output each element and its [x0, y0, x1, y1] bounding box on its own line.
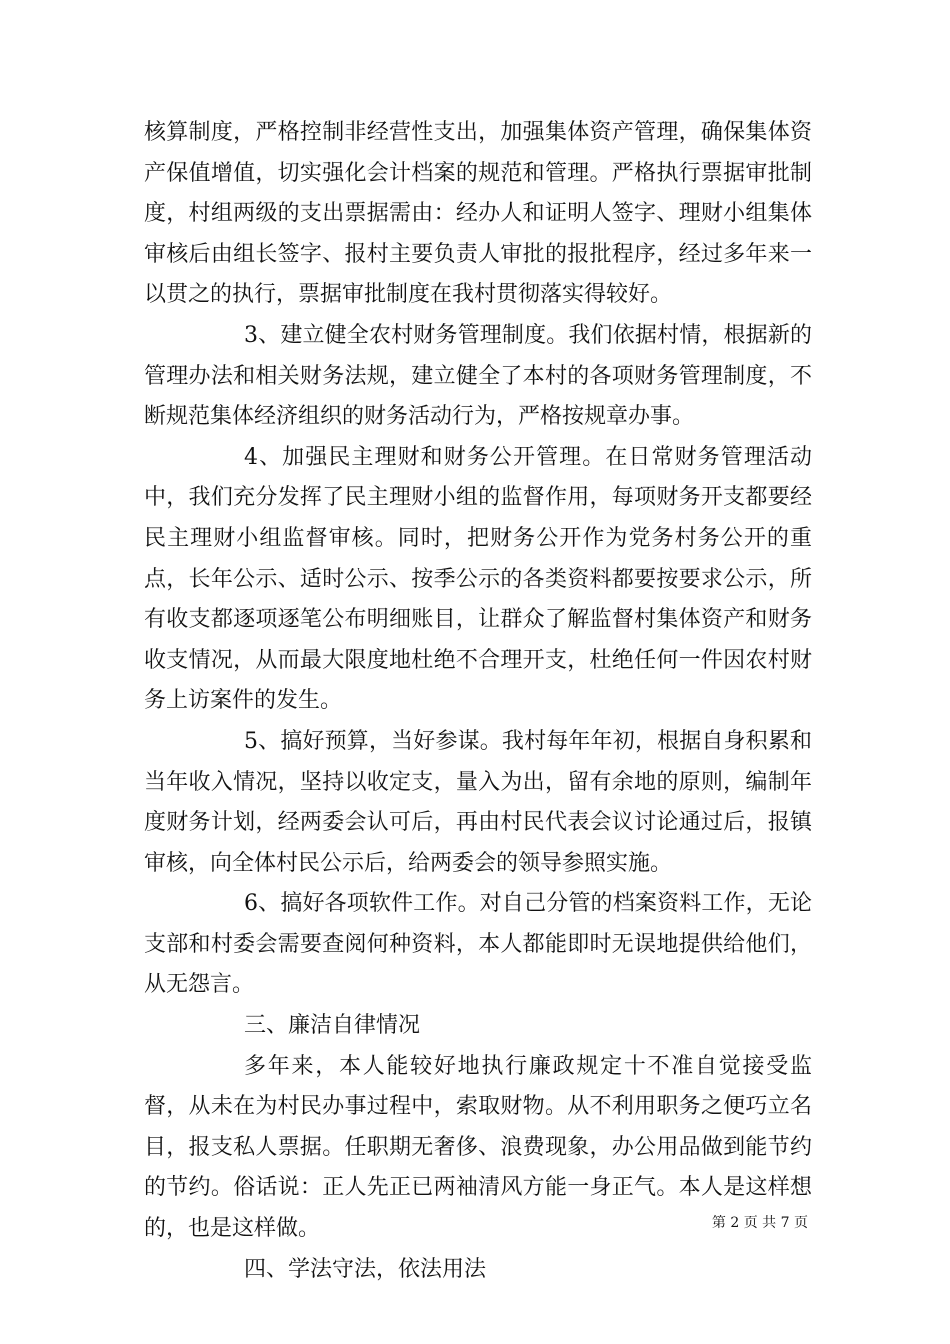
- paragraph-integrity: 多年来，本人能较好地执行廉政规定十不准自觉接受监督，从未在为村民办事过程中，索取财物。从不利用职务之便巧立名目，报支私人票据。任职期无奢侈、浪费现象，办公用品做到能节约的节约。俗话说：正人先正已两袖清风方能一身正气。本人是这样想的，也是这样做。: [144, 1053, 812, 1242]
- paragraph-item-4-democratic-finance: 4、加强民主理财和财务公开管理。在日常财务管理活动中，我们充分发挥了民主理财小组的监督作用，每项财务开支都要经民主理财小组监督审核。同时，把财务公开作为党务村务公开的重点，长年公示、适时公示、按季公示的各类资料都要按要求公示，所有收支都逐项逐笔公布明细账目，让群众了解监督村集体资产和财务收支情况，从而最大限度地杜绝不合理开支，杜绝任何一件因农村财务上访案件的发生。: [144, 444, 812, 714]
- document-body: [144, 113, 812, 1290]
- paragraph-continued-accounting: 核算制度，严格控制非经营性支出，加强集体资产管理，确保集体资产保值增值，切实强化会计档案的规范和管理。严格执行票据审批制度，村组两级的支出票据需由：经办人和证明人签字、理财小组集体审核后由组长签字、报村主要负责人审批的报批程序，经过多年来一以贯之的执行，票据审批制度在我村贯彻落实得较好。: [144, 120, 812, 308]
- section-heading-law: 四、学法守法，依法用法: [244, 1256, 487, 1282]
- paragraph-item-3-finance-system: 3、建立健全农村财务管理制度。我们依据村情，根据新的管理办法和相关财务法规，建立健全了本村的各项财务管理制度，不断规范集体经济组织的财务活动行为，严格按规章办事。: [144, 322, 812, 430]
- section-heading-integrity: 三、廉洁自律情况: [244, 1013, 421, 1039]
- paragraph-item-5-budget: 5、搞好预算，当好参谋。我村每年年初，根据自身积累和当年收入情况，坚持以收定支，量入为出，留有余地的原则，编制年度财务计划，经两委会认可后，再由村民代表会议讨论通过后，报镇审核，向全体村民公示后，给两委会的领导参照实施。: [144, 728, 812, 876]
- paragraph-item-6-software-work: 6、搞好各项软件工作。对自己分管的档案资料工作，无论支部和村委会需要查阅何种资料，本人都能即时无误地提供给他们，从无怨言。: [144, 891, 812, 998]
- page-number-footer: 第 2 页 共 7 页: [711, 1215, 808, 1231]
